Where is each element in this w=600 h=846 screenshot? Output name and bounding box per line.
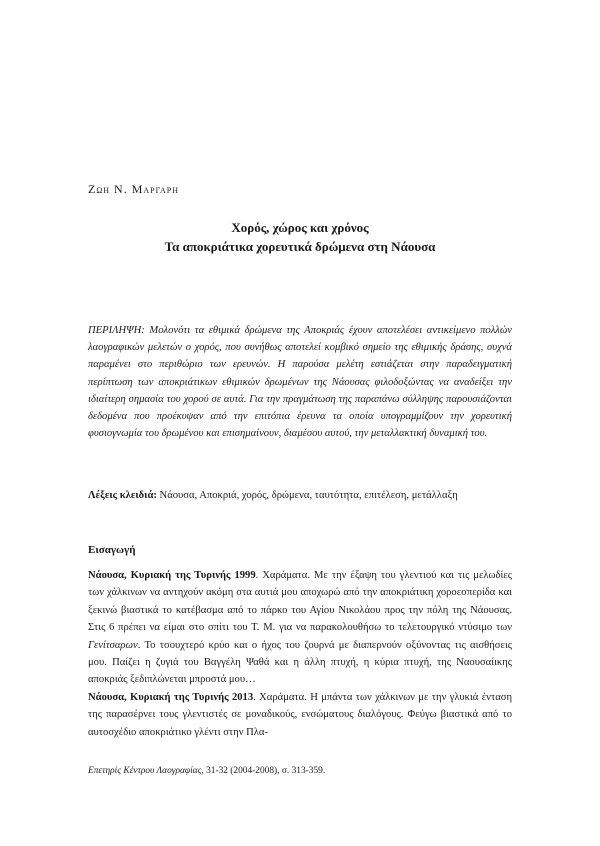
journal-citation: , 31-32 (2004-2008), σ. 313-359. — [201, 766, 326, 776]
keywords-text: Νάουσα, Αποκριά, χορός, δρώμενα, ταυτότητα, επιτέλεση, μετάλλαξη — [159, 490, 458, 501]
paragraph-1-text-b: . Το τσουχτερό κρύο και ο ήχος του ζουρνά με διαπερνούν οξύνοντας τις αισθήσεις μου. Παίζει η ζυγιά του Βαγγέλη Ψαθά και η άλλη πτυχή, η κύρια πτυχή, της Ναουσαίικης αποκριάς ξεδιπλώνεται μπροστά μου… — [88, 639, 512, 686]
paragraph-2-lead: Νάουσα, Κυριακή της Τυρινής 2013 — [88, 691, 254, 703]
keywords — [88, 487, 512, 504]
abstract-text: Μολονότι τα εθιμικά δρώμενα της Αποκριάς έχουν αποτελέσει αντικείμενο πολλών λαογραφικών μελετών ο χορός, που συνήθως αποτελεί κομβικό σημείο της εθιμικής δράσης, συχνά παραμένει στο περιθώριο των ερευνών. Η παρούσα μελέτη εστιάζεται στην παραδειγματική περίπτωση των αποκριάτικων εθιμικών δρωμένων της Νάουσας φιλοδοξώντας να αναδείξει την ιδιαίτερη σημασία του χορού σε αυτά. Για την πραγμάτωση της παραπάνω σύλληψης παρουσιάζονται δεδομένα που προέκυψαν από την επιτόπια έρευνα τα οποία υπογραμμίζουν την χορευτική φυσιογνωμία του δρωμένου και επισημαίνουν, διαμέσου αυτού, την μεταλλακτική δυναμική του. — [88, 325, 512, 440]
paper-page — [88, 0, 512, 846]
paper-title — [88, 218, 512, 256]
paragraph-2 — [88, 689, 512, 741]
keywords-label: Λέξεις κλειδιά: — [88, 490, 157, 501]
title-line-1: Χορός, χώρος και χρόνος — [231, 220, 369, 235]
paragraph-1-text-a: . Χαράματα. Με την έξαψη του γλεντιού και τις μελωδίες των χάλκινων να αντηχούν ακόμη στα αυτιά μου αποχωρώ από την αποκριάτικη χοροεσπερίδα και ξεκινώ βιαστικά το κατέβασμα από το πάρκο του Αγίου Νικολάου προς την πόλη της Νάουσας. Στις 6 πρέπει να είμαι στο σπίτι του Τ. Μ. για να παρακολουθήσω το τελετουργικό ντύσιμο των — [88, 570, 512, 634]
paragraph-1 — [88, 567, 512, 689]
paragraph-1-lead: Νάουσα, Κυριακή της Τυρινής 1999 — [88, 570, 256, 581]
body-text — [88, 567, 512, 741]
section-heading: Εισαγωγή — [88, 544, 136, 556]
journal-name: Επετηρίς Κέντρου Λαογραφίας — [88, 766, 202, 776]
author-name: Ζωη Ν. Μαργαρη — [88, 182, 180, 196]
paragraph-1-emphasis: Γενίτσαρων — [88, 639, 138, 651]
abstract — [88, 322, 512, 442]
title-line-2: Τα αποκριάτικα χορευτικά δρώμενα στη Νάουσα — [164, 239, 436, 254]
paragraph-2-text: . Χαράματα. Η μπάντα των χάλκινων με την γλυκιά ένταση της παρασέρνει τους γλεντιστές σε μοναδικούς, ενσώματους διαλόγους. Φεύγω βιαστικά από το αυτοσχέδιο αποκριάτικο γλέντι στην Πλα- — [88, 691, 512, 738]
journal-footer — [88, 766, 512, 776]
abstract-label: ΠΕΡΙΛΗΨΗ: — [88, 325, 145, 336]
